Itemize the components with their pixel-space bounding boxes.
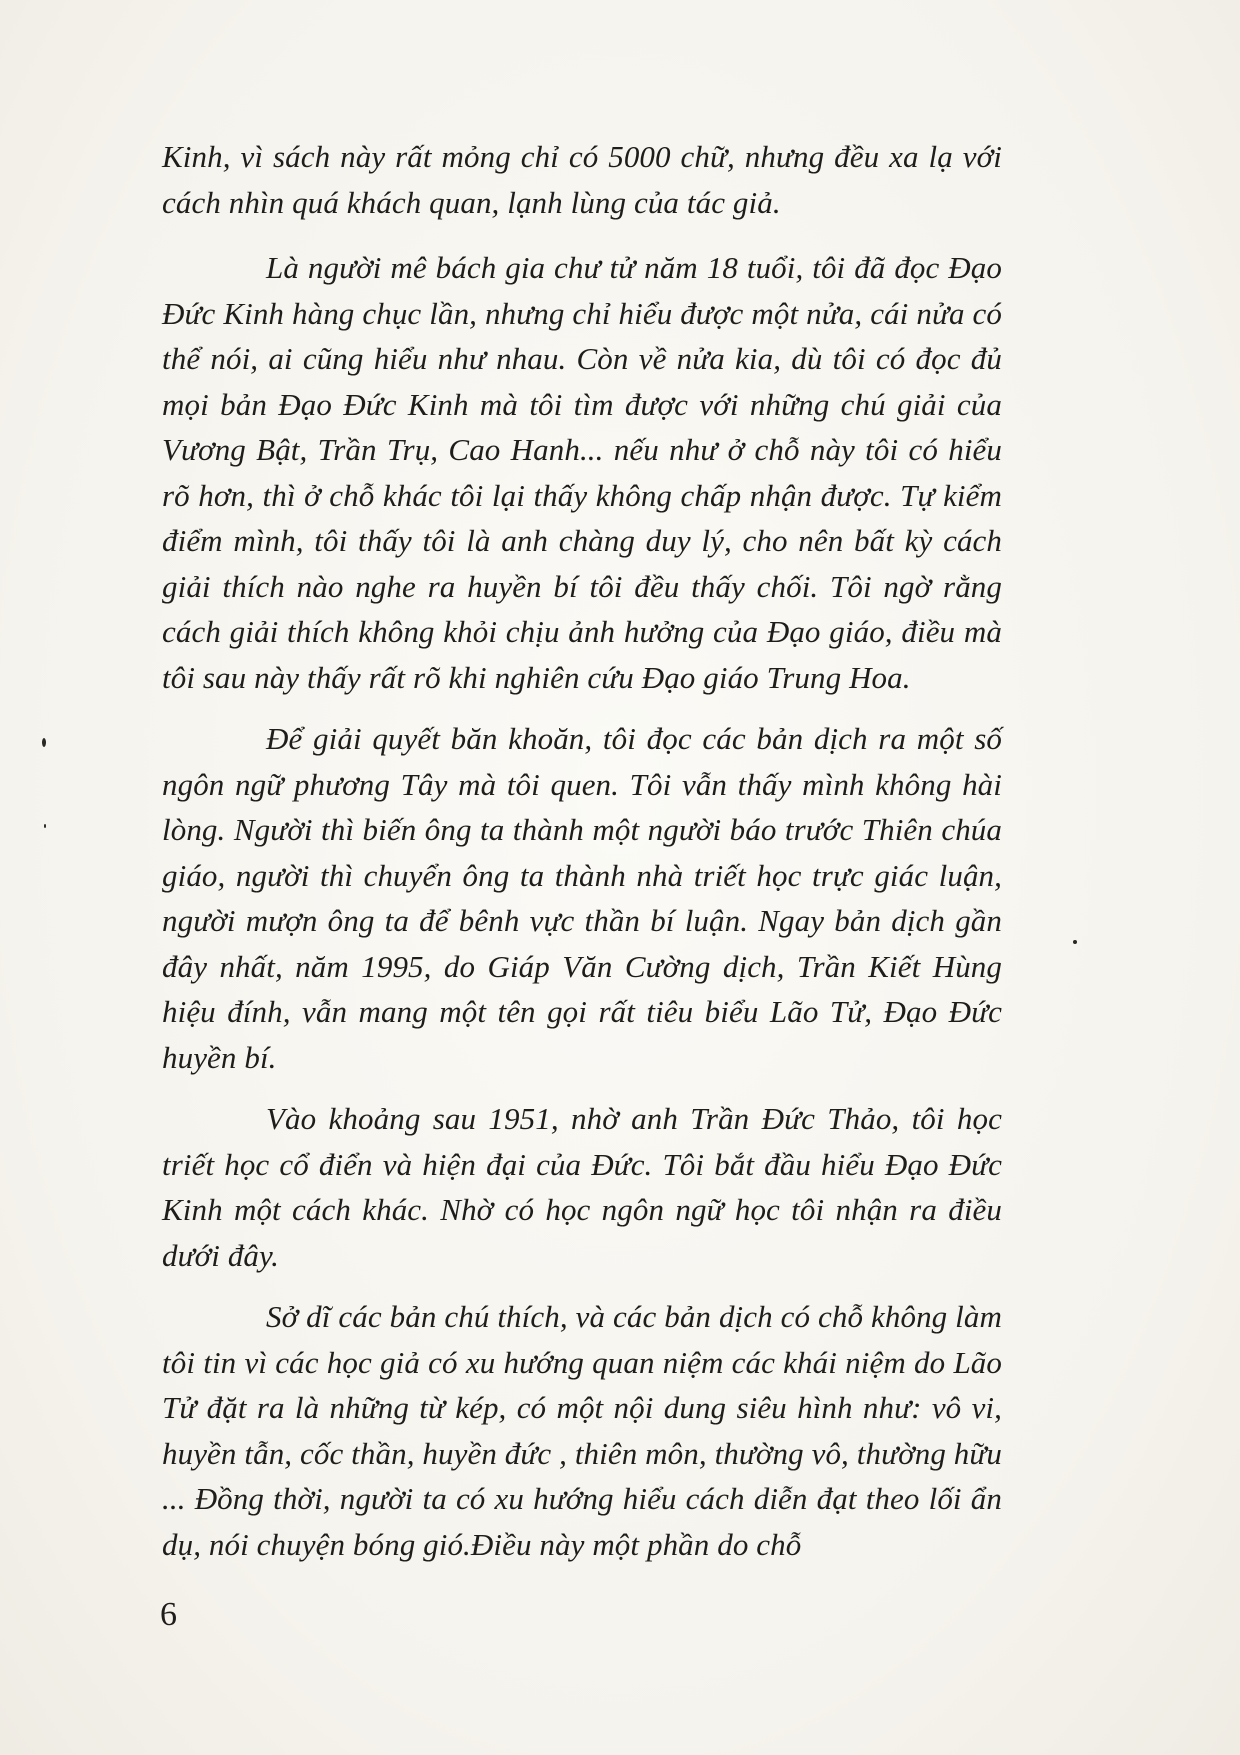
paragraph-commentary-critique: Sở dĩ các bản chú thích, và các bản dịch có chỗ không làm tôi tin vì các học giả có xu hướng quan niệm các khái niệm do Lão Tử đặt ra là những từ kép, có một nội dung siêu hình như: vô vi, huyền tẫn, cốc thần, huyền đức , thiên môn, thường vô, thường hữu ... Đồng thời, người ta có xu hướng hiểu cách diễn đạt theo lối ẩn dụ, nói chuyện bóng gió.Điều này một phần do chỗ <box>162 1299 1002 1562</box>
paragraph-reading-history: Là người mê bách gia chư tử năm 18 tuổi, tôi đã đọc Đạo Đức Kinh hàng chục lần, nhưng chỉ hiểu được một nửa, cái nửa có thể nói, ai cũng hiểu như nhau. Còn về nửa kia, dù tôi có đọc đủ mọi bản Đạo Đức Kinh mà tôi tìm được với những chú giải của Vương Bật, Trần Trụ, Cao Hanh... nếu như ở chỗ này tôi có hiểu rõ hơn, thì ở chỗ khác tôi lại thấy không chấp nhận được. Tự kiểm điểm mình, tôi thấy tôi là anh chàng duy lý, cho nên bất kỳ cách giải thích nào nghe ra huyền bí tôi đều thấy chối. Tôi ngờ rằng cách giải thích không khỏi chịu ảnh hưởng của Đạo giáo, điều mà tôi sau này thấy rất rõ khi nghiên cứu Đạo giáo Trung Hoa. <box>162 250 1002 695</box>
paragraph-german-philosophy: Vào khoảng sau 1951, nhờ anh Trần Đức Thảo, tôi học triết học cổ điển và hiện đại của Đức. Tôi bắt đầu hiểu Đạo Đức Kinh một cách khác. Nhờ có học ngôn ngữ học tôi nhận ra điều dưới đây. <box>162 1101 1002 1273</box>
body-text <box>162 134 1002 1583</box>
paragraph-continuation: Kinh, vì sách này rất mỏng chỉ có 5000 chữ, nhưng đều xa lạ với cách nhìn quá khách quan, lạnh lùng của tác giả. <box>162 139 1002 220</box>
scan-speck <box>1073 940 1077 944</box>
scan-speck <box>44 824 46 828</box>
paragraph-western-translations: Để giải quyết băn khoăn, tôi đọc các bản dịch ra một số ngôn ngữ phương Tây mà tôi quen. Tôi vẫn thấy mình không hài lòng. Người thì biến ông ta thành một người báo trước Thiên chúa giáo, người thì chuyển ông ta thành nhà triết học trực giác luận, người mượn ông ta để bênh vực thần bí luận. Ngay bản dịch gần đây nhất, năm 1995, do Giáp Văn Cường dịch, Trần Kiết Hùng hiệu đính, vẫn mang một tên gọi rất tiêu biểu Lão Tử, Đạo Đức huyền bí. <box>162 721 1002 1075</box>
page-number: 6 <box>160 1596 177 1633</box>
scan-speck <box>42 738 46 747</box>
